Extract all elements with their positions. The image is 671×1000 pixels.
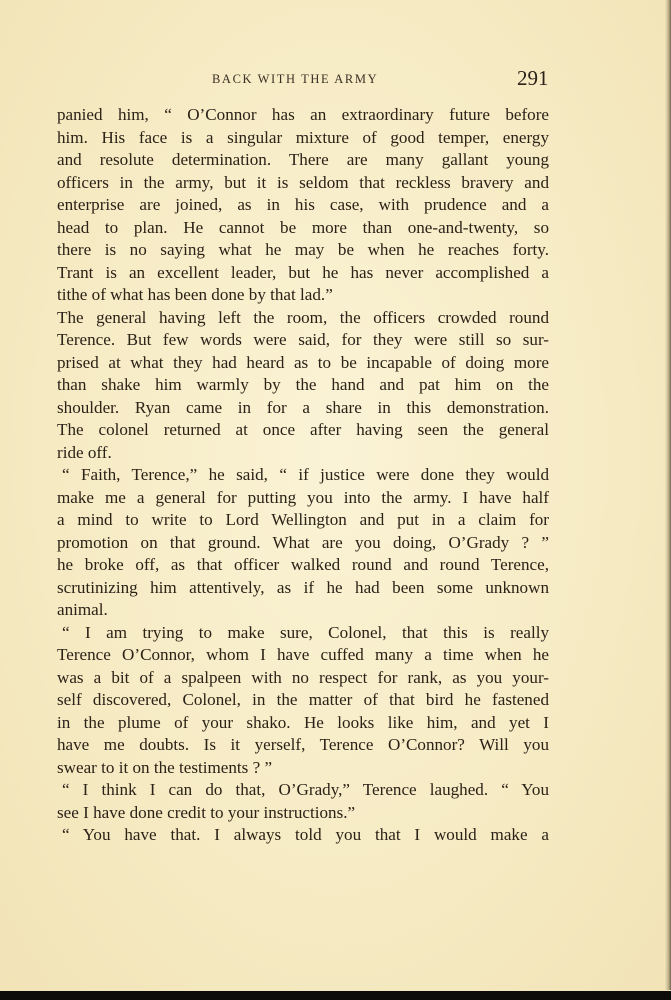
text-line: have me doubts. Is it yerself, Terence O’Connor? Will you [57, 735, 549, 754]
text-line: in the plume of your shako. He looks like him, and yet I [57, 712, 549, 732]
text-line: him. His face is a singular mixture of good temper, energy [57, 127, 549, 147]
text-line: and resolute determination. There are many gallant young [57, 150, 549, 169]
text-line: there is no saying what he may be when he reaches forty. [57, 240, 549, 259]
page-number: 291 [517, 66, 549, 90]
text-line: officers in the army, but it is seldom that reckless bravery and [57, 172, 549, 192]
text-line: enterprise are joined, as in his case, with prudence and a [57, 195, 549, 214]
running-head: BACK WITH THE ARMY [212, 72, 379, 86]
text-line: he broke off, as that officer walked round and round Terence, [57, 555, 549, 574]
text-line: tithe of what has been done by that lad.” [57, 285, 333, 304]
text-line: prised at what they had heard as to be incapable of doing more [57, 352, 549, 372]
text-line: scrutinizing him attentively, as if he had been some unknown [57, 577, 549, 597]
text-line: make me a general for putting you into the army. I have half [57, 487, 549, 507]
text-line: “ I think I can do that, O’Grady,” Terence laughed. “ You [62, 780, 549, 799]
text-line: head to plan. He cannot be more than one-and-twenty, so [57, 217, 549, 237]
text-line: Terence. But few words were said, for they were still so sur- [57, 330, 549, 349]
text-line: The general having left the room, the officers crowded round [57, 307, 549, 327]
text-line: a mind to write to Lord Wellington and put in a claim for [57, 510, 549, 529]
text-line: animal. [57, 600, 108, 619]
text-line: promotion on that ground. What are you doing, O’Grady ? ” [57, 532, 549, 552]
text-line: ride off. [57, 442, 112, 462]
text-line: than shake him warmly by the hand and pat him on the [57, 375, 549, 394]
page-edge-shadow [665, 0, 671, 990]
text-line: self discovered, Colonel, in the matter of that bird he fastened [57, 690, 549, 709]
text-line: Terence O’Connor, whom I have cuffed many a time when he [57, 645, 549, 664]
text-line: shoulder. Ryan came in for a share in this demonstration. [57, 397, 549, 417]
text-line: see I have done credit to your instructions.” [57, 802, 356, 822]
text-line: “ You have that. I always told you that I would make a [62, 825, 549, 844]
text-line: The colonel returned at once after having seen the general [57, 420, 549, 439]
body-text [57, 104, 549, 847]
scan-border [0, 991, 671, 1000]
text-line: “ Faith, Terence,” he said, “ if justice were done they would [62, 465, 549, 484]
text-line: was a bit of a spalpeen with no respect for rank, as you your- [57, 667, 549, 687]
text-line: swear to it on the testiments ? ” [57, 757, 273, 777]
text-line: “ I am trying to make sure, Colonel, that this is really [62, 622, 549, 642]
text-line: Trant is an excellent leader, but he has never accomplished a [57, 262, 549, 282]
text-line: panied him, “ O’Connor has an extraordinary future before [57, 105, 549, 124]
